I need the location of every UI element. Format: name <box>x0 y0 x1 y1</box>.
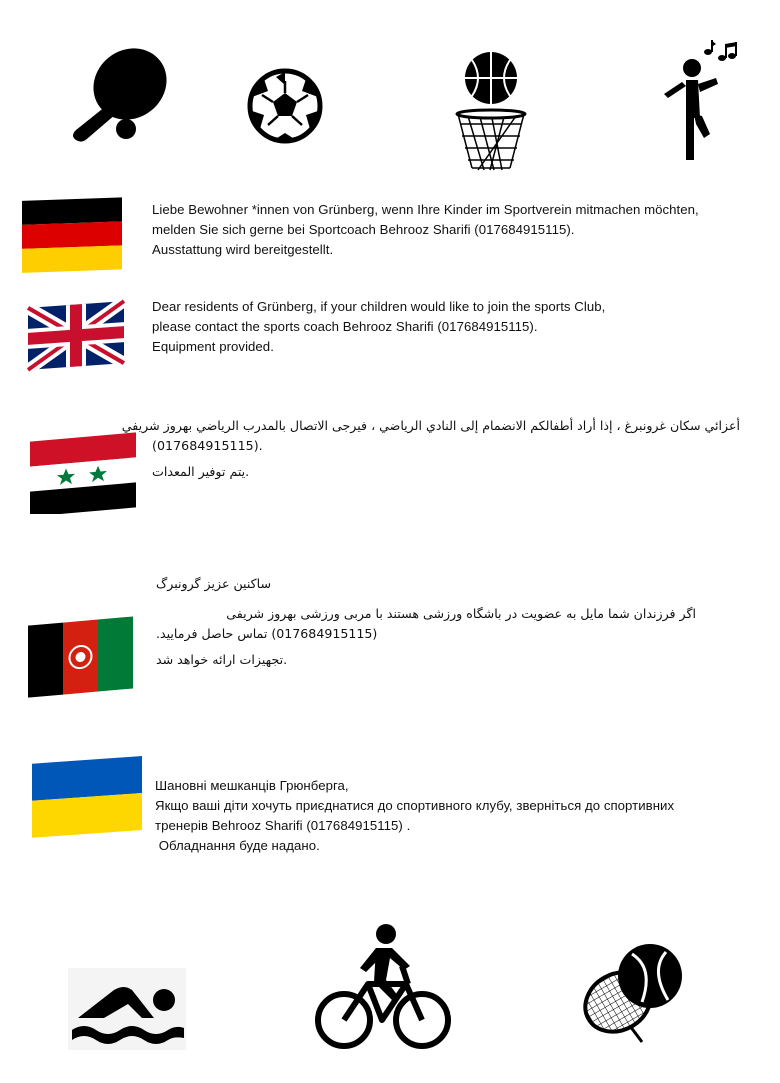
german-line-1: Liebe Bewohner *innen von Grünberg, wenn Ihre Kinder im Sportverein mitmachen möchten, <box>152 202 699 217</box>
arabic-line-3: .يتم توفير المعدات <box>152 464 250 479</box>
dari-line-1: ساکنین عزیز گرونبرگ <box>156 576 272 591</box>
ukrainian-line-4: Обладнання буде надано. <box>155 838 320 853</box>
arabic-text <box>121 416 740 482</box>
ukraine-flag <box>28 752 146 842</box>
dari-text <box>156 574 696 670</box>
dari-line-3: (017684915115) تماس حاصل فرمایید. <box>156 626 378 641</box>
table-tennis-icon <box>66 46 174 144</box>
basketball-hoop-icon <box>454 50 528 172</box>
dari-line-4: .تجهیزات ارائه خواهد شد <box>156 652 288 667</box>
english-line-3: Equipment provided. <box>152 339 274 354</box>
soccer-ball-icon <box>246 67 324 145</box>
german-line-2: melden Sie sich gerne bei Sportcoach Behrooz Sharifi (017684915115). <box>152 222 575 237</box>
ukrainian-line-2: Якщо ваші діти хочуть приєднатися до спортивного клубу, зверніться до спортивних <box>155 798 675 813</box>
english-line-2: please contact the sports coach Behrooz Sharifi (017684915115). <box>152 319 538 334</box>
dari-line-2: اگر فرزندان شما مایل به عضویت در باشگاه ورزشی هستند با مربی ورزشی بهروز شریفی <box>226 606 696 621</box>
afghanistan-flag <box>24 612 136 698</box>
dancing-person-icon <box>660 38 740 162</box>
syria-flag <box>26 428 140 514</box>
tennis-icon <box>580 940 692 1044</box>
swimmer-icon <box>68 968 186 1050</box>
germany-flag <box>18 195 124 273</box>
ukrainian-line-1: Шановні мешканців Грюнберга, <box>155 778 349 793</box>
ukrainian-line-3: тренерів Behrooz Sharifi (017684915115) . <box>155 818 411 833</box>
english-text <box>152 297 605 357</box>
german-text <box>152 200 699 260</box>
ukrainian-text <box>155 776 674 856</box>
cyclist-icon <box>312 922 454 1050</box>
uk-flag <box>26 298 126 374</box>
german-line-3: Ausstattung wird bereitgestellt. <box>152 242 334 257</box>
arabic-line-1: أعزائي سكان غرونبرغ ، إذا أراد أطفالكم الانضمام إلى النادي الرياضي ، فيرجى الاتصال بالمدرب الرياضي بهروز شريفي <box>121 418 740 433</box>
english-line-1: Dear residents of Grünberg, if your children would like to join the sports Club, <box>152 299 606 314</box>
arabic-line-2: (017684915115). <box>152 438 263 453</box>
